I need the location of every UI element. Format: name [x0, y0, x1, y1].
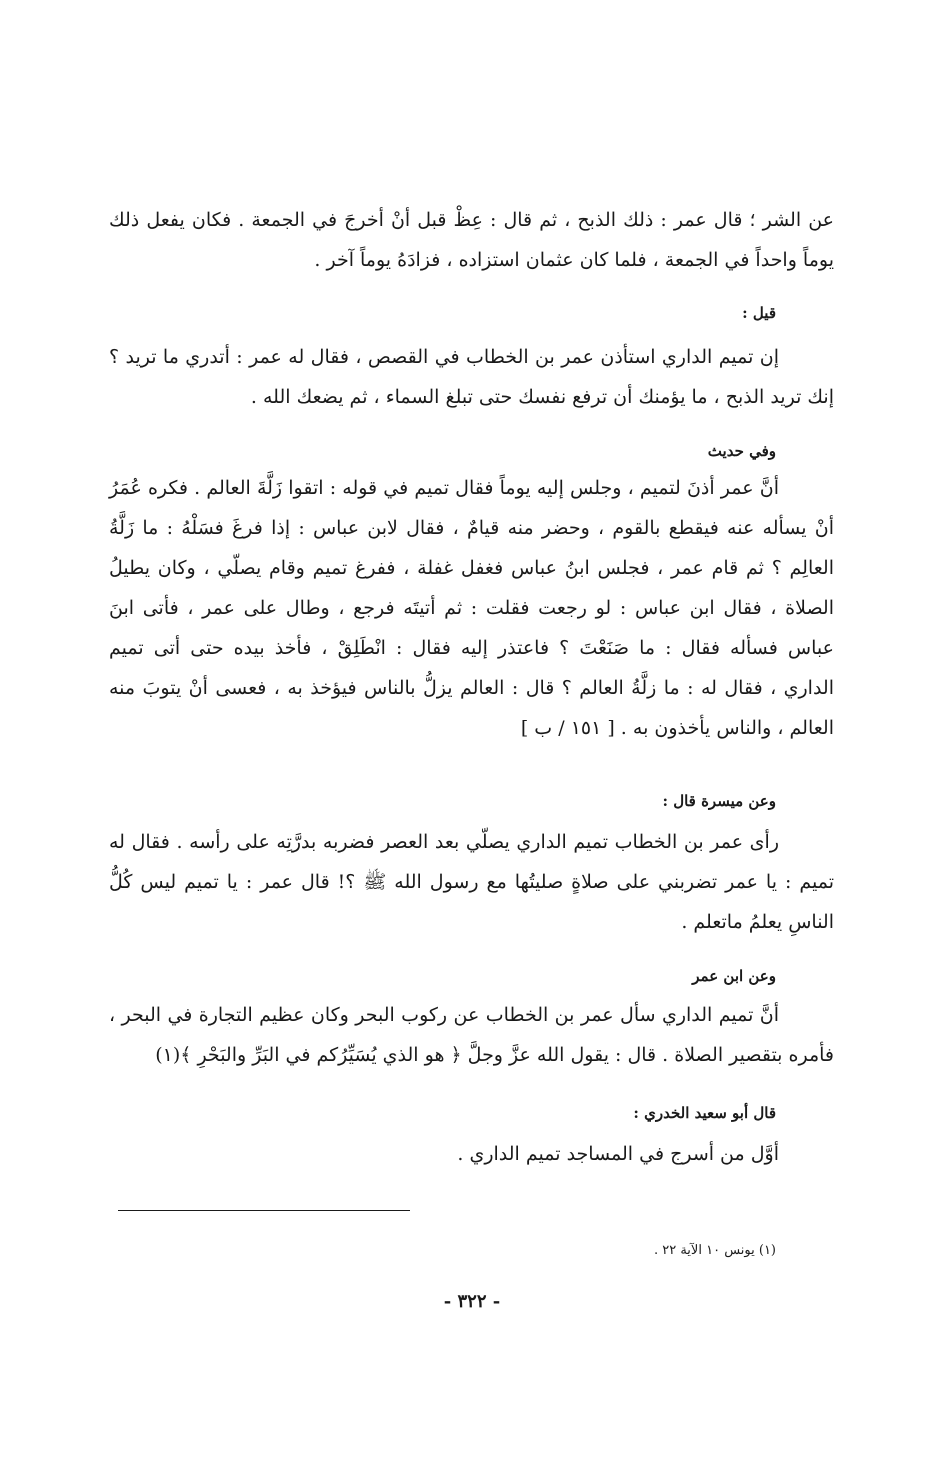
- text-line: تميم : يا عمر تضربني على صلاةٍ صليتُها مع رسول الله ﷺ ؟! قال عمر : يا تميم ليس كُلُّ: [109, 871, 834, 893]
- paragraph: [109, 1134, 834, 1174]
- text-line: فأمره بتقصير الصلاة . قال : يقول الله عزَّ وجلَّ ﴿ هو الذي يُسَيِّرُكم في البَرِّ والبَحْرِ ﴾(١): [155, 1044, 834, 1066]
- section-heading: قال أبو سعيد الخدري :: [633, 1104, 776, 1122]
- text-line: عباس فسأله فقال : ما صَنَعْتَ ؟ فاعتذر إليه فقال : انْطَلِقْ ، فأخذ بيده حتى أتى تميم: [109, 637, 834, 659]
- footnote: (١) يونس ١٠ الآية ٢٢ .: [653, 1243, 776, 1258]
- paragraph: [109, 337, 834, 417]
- paragraph-opening: [109, 200, 834, 280]
- page-number: - ٣٢٢ -: [443, 1291, 501, 1312]
- text-line: عن الشر ؛ قال عمر : ذلك الذبح ، ثم قال : عِظْ قبل أنْ أخرجَ في الجمعة . فكان يفعل ذلك: [109, 209, 834, 231]
- text-line: العالم ، والناس يأخذون به . [ ١٥١ / ب ]: [520, 717, 834, 739]
- section-heading: وعن ميسرة قال :: [662, 792, 776, 810]
- paragraph: [109, 468, 834, 748]
- text-line: أنْ يسأله عنه فيقطع بالقوم ، وحضر منه قيامٌ ، فقال لابن عباس : إذا فرغَ فسَلْهُ : ما زَلَّةُ: [109, 517, 834, 539]
- section-heading: قيل :: [742, 304, 776, 322]
- text-line: يوماً واحداً في الجمعة ، فلما كان عثمان استزاده ، فزادَهُ يوماً آخر .: [314, 249, 834, 271]
- paragraph: [109, 995, 834, 1075]
- footnote-rule: [118, 1210, 410, 1211]
- text-line: أوَّل من أسرج في المساجد تميم الداري .: [457, 1143, 779, 1165]
- text-line: أنَّ عمر أذنَ لتميم ، وجلس إليه يوماً فقال تميم في قوله : اتقوا زَلَّةَ العالم . فكره عُمَرُ: [109, 477, 779, 499]
- text-line: أنَّ تميم الداري سأل عمر بن الخطاب عن ركوب البحر وكان عظيم التجارة في البحر ،: [109, 1004, 779, 1026]
- text-line: إنك تريد الذبح ، ما يؤمنك أن ترفع نفسك حتى تبلغ السماء ، ثم يضعك الله .: [250, 386, 834, 408]
- text-line: العالِم ؟ ثم قام عمر ، فجلس ابنُ عباس فغفل غفلة ، ففرغ تميم وقام يصلّي ، وكان يطيلُ: [109, 557, 834, 579]
- section-heading: وفي حديث: [707, 442, 776, 460]
- paragraph: [109, 822, 834, 942]
- text-line: الداري ، فقال له : ما زلَّةُ العالم ؟ قال : العالم يزلُّ بالناس فيؤخذ به ، فعسى أنْ يتوبَ منه: [109, 677, 834, 699]
- text-line: الصلاة ، فقال ابن عباس : لو رجعت فقلت : ثم أتيتَه فرجع ، وطال على عمر ، فأتى ابنَ: [109, 597, 834, 619]
- text-line: رأى عمر بن الخطاب تميم الداري يصلّي بعد العصر فضربه بدرَّتِه على رأسه . فقال له: [109, 831, 779, 853]
- text-line: الناسِ يعلمُ ماتعلم .: [681, 911, 834, 933]
- text-line: إن تميم الداري استأذن عمر بن الخطاب في القصص ، فقال له عمر : أتدري ما تريد ؟: [109, 346, 779, 368]
- section-heading: وعن ابن عمر: [692, 967, 776, 985]
